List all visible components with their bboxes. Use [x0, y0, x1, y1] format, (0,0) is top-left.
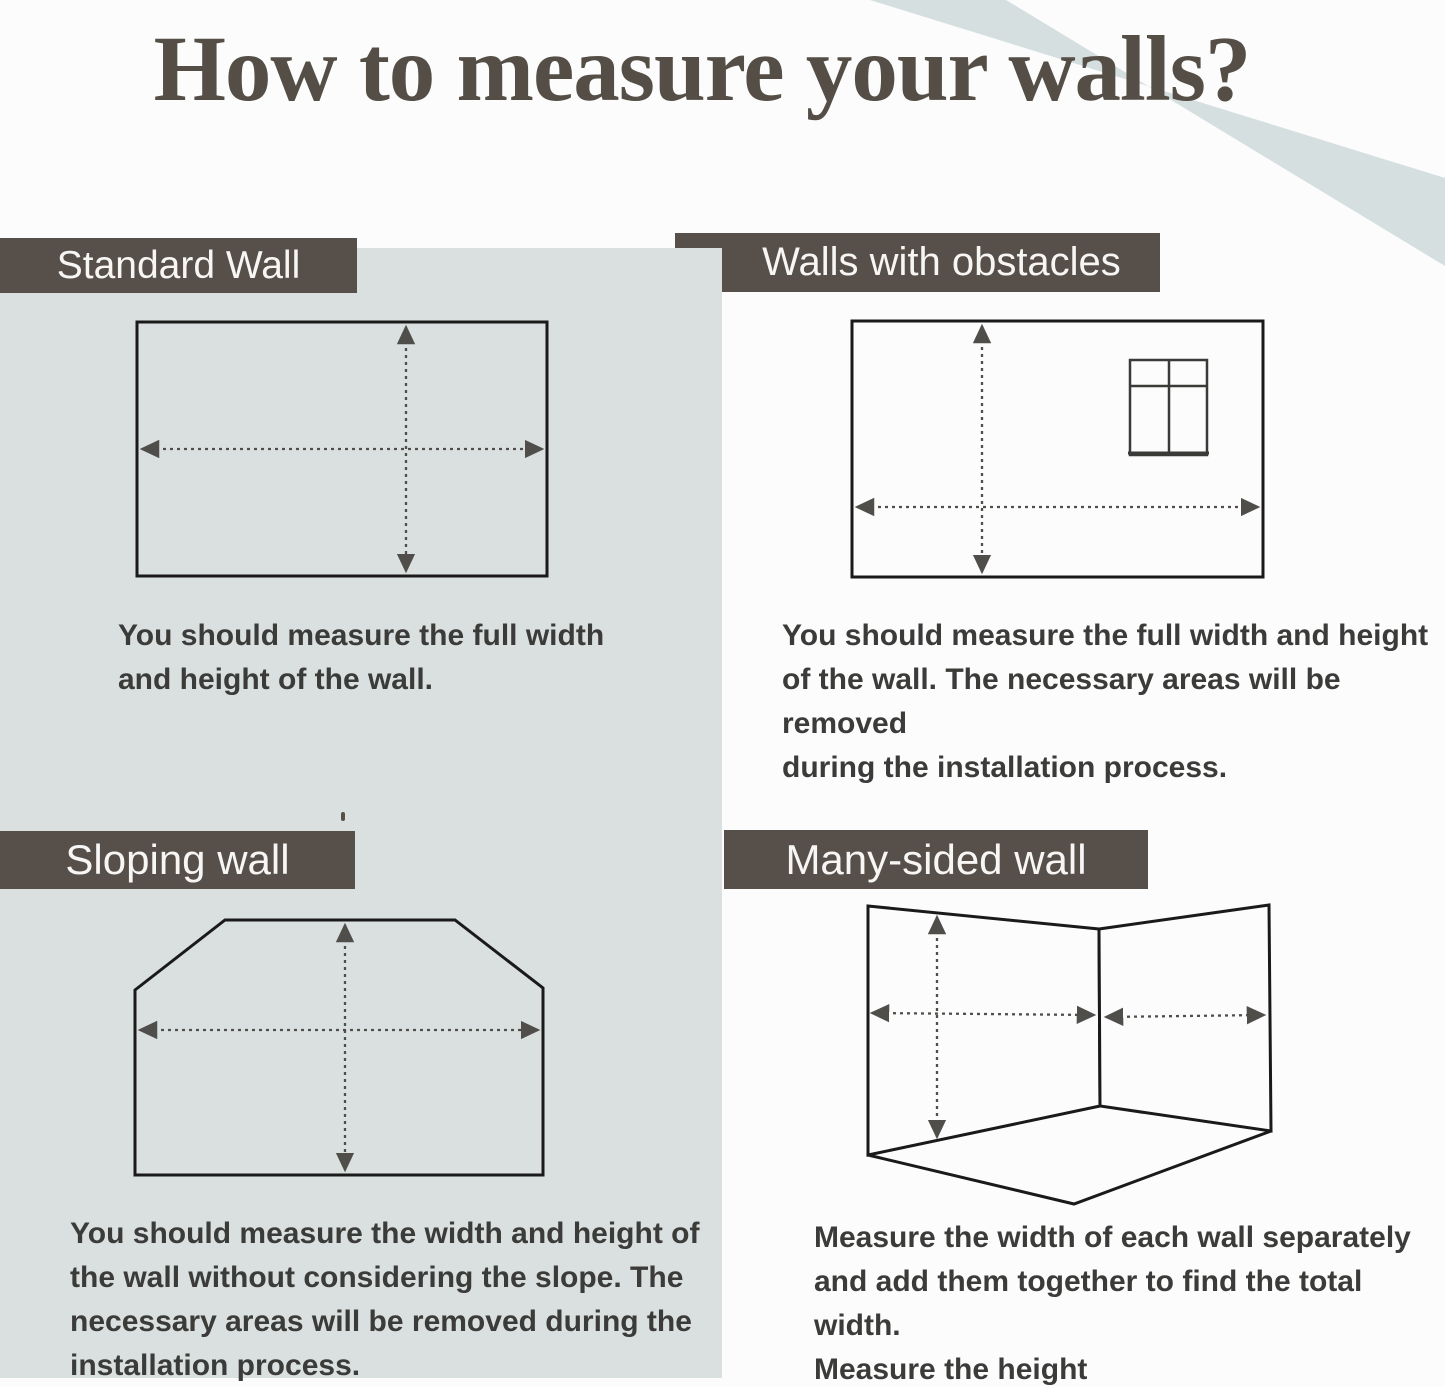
- corner-walls-diagram: [860, 898, 1280, 1258]
- description-line: necessary areas will be removed during the: [70, 1305, 692, 1338]
- section-header-label: Standard Wall: [56, 243, 301, 287]
- section-header-many-sided-wall: [724, 830, 1148, 889]
- description-line: of the wall. The necessary areas will be removed: [782, 663, 1341, 740]
- description-line: Measure the width of each wall separately: [814, 1221, 1411, 1254]
- description-line: You should measure the full width and height: [782, 619, 1429, 652]
- sloping-wall-description: [70, 1212, 699, 1386]
- right-wall-outline: [1099, 905, 1271, 1131]
- description-line: and height of the wall.: [118, 663, 433, 696]
- many-sided-wall-description: [814, 1216, 1445, 1386]
- section-header-label: Sloping wall: [65, 836, 290, 883]
- description-line: the wall without considering the slope. The: [70, 1261, 684, 1294]
- stray-mark: [341, 812, 345, 821]
- window-icon: [1128, 360, 1209, 455]
- left-wall-outline: [868, 906, 1100, 1155]
- description-line: You should measure the width and height of: [70, 1217, 700, 1250]
- section-header-label: Walls with obstacles: [762, 240, 1121, 284]
- description-line: and add them together to find the total width.: [814, 1265, 1363, 1342]
- description-line: installation process.: [70, 1349, 361, 1382]
- section-header-standard-wall: [0, 238, 357, 293]
- section-header-sloping-wall: [0, 831, 355, 889]
- section-header-label: Many-sided wall: [785, 835, 1087, 883]
- description-line: You should measure the full width: [118, 619, 605, 652]
- section-header-walls-with-obstacles: [675, 233, 1160, 292]
- description-line: during the installation process.: [782, 751, 1228, 784]
- page-title: How to measure your walls?: [153, 18, 1251, 121]
- wall-with-window-diagram: [845, 314, 1270, 584]
- standard-wall-description: [118, 614, 604, 702]
- description-line: Measure the height: [814, 1353, 1088, 1386]
- sloped-wall-outline: [135, 920, 543, 1175]
- walls-with-obstacles-description: [782, 614, 1445, 790]
- standard-wall-diagram: [130, 315, 555, 585]
- sloping-wall-diagram: [128, 912, 553, 1184]
